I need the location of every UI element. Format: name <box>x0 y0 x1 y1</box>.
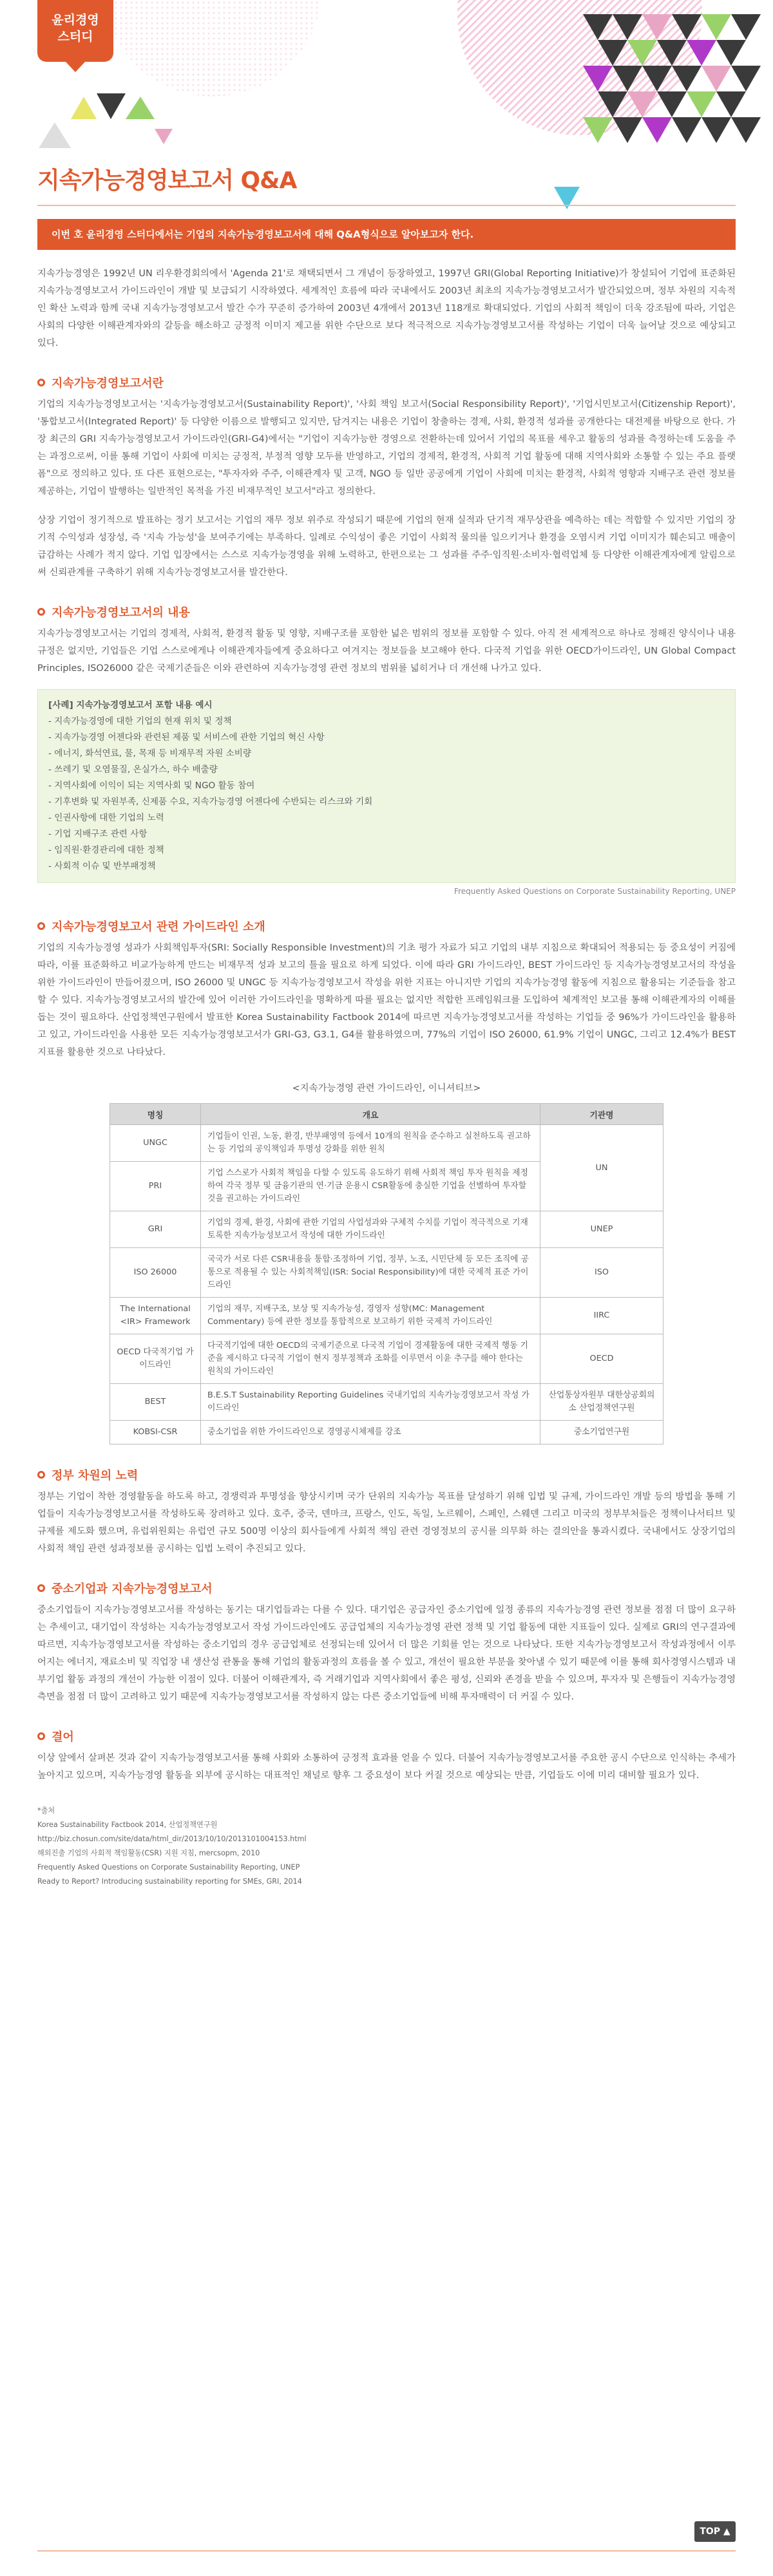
circle-bullet-icon <box>37 1471 45 1479</box>
table-row <box>110 1384 663 1421</box>
section-title: 정부 차원의 노력 <box>52 1469 138 1482</box>
case-title: [사례] 지속가능경영보고서 포함 내용 예시 <box>48 700 213 710</box>
decor-triangle <box>613 117 642 143</box>
list-item: - 지속가능경영에 대한 기업의 현재 위치 및 정책 <box>48 716 232 726</box>
section-heading <box>37 1728 736 1745</box>
guideline-desc: 중소기업을 위한 가이드라인으로 경영공시체제를 강조 <box>201 1421 540 1444</box>
paragraph: 기업의 지속가능경영 성과가 사회책임투자(SRI: Socially Responsible Investment)의 기초 평가 자료가 되고 기업의 내부 지침으로 확대되어 적용되는 등 중요성이 커짐에 따라, 이를 표준화하고 비교가능하게 만드는 비재무적 성과 보고의 틀을 필요로 하게 되었다. 이에 따라 GRI 가이드라인, BEST 가이드라인 등 지속가능경영보고서의 작성을 위한 가이드라인이 만들어졌으며, ISO 26000 및 UNGC 등 지속가능경영보고서 작성을 위한 지표는 아니지만 기업의 지속가능경영 활동에 지침으로 활용되는 기준들을 참고할 수 있다. 지속가능경영보고서의 발간에 있어 이러한 가이드라인을 명확하게 따를 필요는 없지만 적합한 프레임워크를 도입하여 체계적인 보고를 통해 이해관계자의 이해를 돕는 것이 필요하다. 산업정책연구원에서 발표한 Korea Sustainability Factbook 2014에 따르면 지속가능경영보고서를 작성하는 기업들 중 96%가 가이드라인을 활용하고 있고, 가이드라인을 사용한 모든 지속가능경영보고서가 GRI-G3, G3.1, G4를 활용하였으며, 77%의 기업이 ISO 26000, 61.9% 기업이 UNGC, 그리고 12.4%가 BEST지표를 활용한 것으로 나타났다. <box>37 943 736 1057</box>
table-row <box>110 1298 663 1334</box>
decor-triangle <box>731 66 761 91</box>
circle-bullet-icon <box>37 922 45 930</box>
org-name: UN <box>540 1125 663 1211</box>
section-title: 지속가능경영보고서 관련 가이드라인 소개 <box>52 920 265 934</box>
org-name: 산업통상자원부 대한상공회의소 산업정책연구원 <box>540 1384 663 1421</box>
table-row <box>110 1125 663 1162</box>
guideline-desc: 기업의 경제, 환경, 사회에 관한 기업의 사업성과와 구체적 수치를 기업이 적극적으로 기재토록한 지속가능성보고서 작성에 대한 가이드라인 <box>201 1211 540 1248</box>
section-title: 지속가능경영보고서의 내용 <box>52 606 190 620</box>
list-item: - 임직원·환경관리에 대한 정책 <box>48 845 164 855</box>
table-row <box>110 1334 663 1384</box>
lead-paragraph: 지속가능경영은 1992년 UN 리우환경회의에서 'Agenda 21'로 채택되면서 그 개념이 등장하였고, 1997년 GRI(Global Reporting Initiative)가 창설되어 기업에 표준화된 지속가능경영보고서 가이드라인이 개발 및 보급되기 시작하였다. 세계적인 흐름에 따라 국내에서도 2003년 최초의 지속가능경영보고서가 발간되었으며, 정부 차원의 지속적인 확산 노력과 함께 국내 지속가능경영보고서 발간 수가 꾸준히 증가하여 2003년 4개에서 2013년 118개로 확대되었다. 기업의 사회적 책임이 더욱 강조됨에 따라, 기업은 사회의 다양한 이해관계자와의 갈등을 해소하고 긍정적 이미지 제고를 위한 수단으로 보다 적극적으로 지속가능경영보고서를 작성하는 기업이 더욱 늘어날 것으로 예상되고 있다. <box>37 269 736 348</box>
decor-triangle <box>701 117 731 143</box>
reference-line: Frequently Asked Questions on Corporate Sustainability Reporting, UNEP <box>37 1863 300 1871</box>
decor-triangle <box>672 117 701 143</box>
list-item: - 지속가능경영 어젠다와 관련된 제품 및 서비스에 관한 기업의 혁신 사항 <box>48 732 325 743</box>
source-note: Frequently Asked Questions on Corporate Sustainability Reporting, UNEP <box>454 887 736 896</box>
guideline-name: KOBSI-CSR <box>110 1421 201 1444</box>
guideline-name: The International <IR> Framework <box>110 1298 201 1334</box>
table-row <box>110 1211 663 1248</box>
circle-bullet-icon <box>37 1584 45 1592</box>
article-body <box>37 265 736 1889</box>
circle-bullet-icon <box>37 1732 45 1740</box>
table-header-row <box>110 1104 663 1125</box>
section-heading <box>37 603 736 620</box>
section-heading <box>37 374 736 391</box>
table-row <box>110 1421 663 1444</box>
guideline-name: PRI <box>110 1162 201 1211</box>
reference-line: *출처 <box>37 1806 55 1815</box>
paragraph: 이상 앞에서 살펴본 것과 같이 지속가능경영보고서를 통해 사회와 소통하여 긍정적 효과를 얻을 수 있다. 더불어 지속가능경영보고서를 주요한 공시 수단으로 인식하는 추세가 높아지고 있으며, 지속가능경영 활동을 외부에 공시하는 대표적인 채널로 향후 그 중요성이 보다 커질 것으로 예상되는 만큼, 기업들도 이에 미리 대비할 필요가 있다. <box>37 1753 736 1781</box>
table-row <box>110 1248 663 1298</box>
guideline-name: GRI <box>110 1211 201 1248</box>
footer-divider <box>37 2550 736 2552</box>
org-name: IIRC <box>540 1298 663 1334</box>
guideline-desc: 기업 스스로가 사회적 책임을 다할 수 있도록 유도하기 위해 사회적 책임 투자 원칙을 제정하여 각국 정부 및 금융기관의 연·기금 운용시 CSR활동에 충실한 기업을 선별하여 투자할 것을 권고하는 가이드라인 <box>201 1162 540 1211</box>
list-item: - 기업 지배구조 관련 사항 <box>48 829 148 839</box>
guideline-desc: 국국가 서로 다른 CSR내용을 통합·조정하여 기업, 정부, 노조, 시민단체 등 모든 조직에 공통으로 적용될 수 있는 사회적책임(ISR: Social Responsibility)에 대한 국제적 표준 가이드라인 <box>201 1248 540 1298</box>
section-heading <box>37 1580 736 1596</box>
paragraph: 중소기업들이 지속가능경영보고서를 작성하는 동기는 대기업들과는 다를 수 있다. 대기업은 공급자인 중소기업에 일정 종류의 지속가능경영 관련 정보를 점점 더 많이 요구하는 추세이고, 대기업이 작성하는 지속가능경영보고서 작성 가이드라인에도 공급업체의 지속가능경영 관련 정책 및 기업 활동에 대한 지표들이 있다. 실제로 GRI의 연구결과에 따르면, 지속가능경영보고서를 작성하는 중소기업의 경우 공급업체로 선정되는데 있어서 더 많은 기회를 얻는 것으로 나타났다. 또한 지속가능경영보고서 작성과정에서 이루어지는 에너지, 재료소비 및 직업장 내 생산성 관통을 통해 기업의 활동과정의 흐름을 볼 수 있고, 개선이 필요한 부분을 찾아낼 수 있기 때문에 이를 통해 회사경영시스템과 내부기업 활동 과정의 개선이 가능한 이점이 있다. 더불어 이해관계자, 즉 거래기업과 지역사회에서 좋은 평성, 신뢰와 존경을 받을 수 있으며, 투자자 및 은행들이 지속가능경영 측면을 점점 더 많이 고려하고 있기 때문에 지속가능경영보고서를 작성하지 않는 다른 중소기업들에 비해 투자매력이 더 커질 수 있다. <box>37 1605 736 1702</box>
section-heading <box>37 1466 736 1483</box>
decor-triangle <box>716 91 746 117</box>
org-name: ISO <box>540 1248 663 1298</box>
column-header: 개요 <box>201 1104 540 1125</box>
guidelines-table <box>110 1103 663 1444</box>
org-name: OECD <box>540 1334 663 1384</box>
guideline-name: ISO 26000 <box>110 1248 201 1298</box>
list-item: - 지역사회에 이익이 되는 지역사회 및 NGO 활동 참여 <box>48 781 255 791</box>
header <box>0 0 773 193</box>
page-title: 지속가능경영보고서 Q&A <box>37 167 297 194</box>
section-title: 결어 <box>52 1730 74 1744</box>
reference-line: 해외진출 기업의 사회적 책임활동(CSR) 지원 지침, mercsopm, 2010 <box>37 1849 260 1857</box>
study-badge <box>37 0 113 62</box>
intro-banner: 이번 호 윤리경영 스터디에서는 기업의 지속가능경영보고서에 대해 Q&A형식으로 알아보고자 한다. <box>37 219 736 250</box>
list-item: - 인권사항에 대한 기업의 노력 <box>48 813 164 823</box>
org-name: 중소기업연구원 <box>540 1421 663 1444</box>
decor-triangle <box>701 14 731 40</box>
list-item: - 쓰레기 및 오염물질, 온실가스, 하수 배출량 <box>48 764 218 775</box>
paragraph: 정부는 기업이 착한 경영활동을 하도록 하고, 경쟁력과 투명성을 향상시키며 국가 단위의 지속가능 목표를 달성하기 위해 입법 및 규제, 가이드라인 개발 등의 방법을 통해 기업들이 지속가능경영보고서를 작성하도록 장려하고 있다. 호주, 중국, 덴마크, 프랑스, 인도, 독일, 노르웨이, 스페인, 스웨덴 그리고 미국의 정부부처들은 정책이나서티브 및 규제를 제도화 했으며, 유럽위원회는 유럽연 규모 500명 이상의 회사들에게 사회적 책임 관련 경영정보의 공시를 의무화 하는 결의안을 통과시켰다. 국내에서도 상장기업의 사회적 책임 관련 성과정보를 공시하는 입법 노력이 추진되고 있다. <box>37 1492 736 1554</box>
references <box>37 1804 736 1889</box>
section-title: 중소기업과 지속가능경영보고서 <box>52 1582 213 1596</box>
guideline-desc: 다국적기업에 대한 OECD의 국제기준으로 다국적 기업이 경제활동에 대한 국제적 행동 기준을 제시하고 다국적 기업이 현지 정부정책과 조화를 이루면서 이윤 추구를 해야 한다는 원칙의 가이드라인 <box>201 1334 540 1384</box>
case-box <box>37 689 736 883</box>
list-item: - 사회적 이슈 및 반부패정책 <box>48 861 156 871</box>
decor-triangle <box>716 40 746 66</box>
paragraph: 상장 기업이 정기적으로 발표하는 정기 보고서는 기업의 재무 정보 위주로 작성되기 때문에 기업의 현재 실적과 단기적 재무상관을 예측하는 데는 적합할 수 있지만 기업의 장기적 수익성과 성장성, 즉 '지속 가능성'을 보여주기에는 부족하다. 일례로 수익성이 좋은 기업이 사회적 물의를 일으키거나 환경을 오염시켜 기업 이미지가 훼손되고 매출이 급감하는 사례가 적지 않다. 기업 입장에서는 스스로 지속가능경영을 위해 노력하고, 한편으로는 그 성과를 주주·임직원·소비자·협력업체 등 다양한 이해관계자에게 알림으로써 신뢰관계를 구축하기 위해 지속가능경영보고서를 발간한다. <box>37 515 736 578</box>
guideline-name: BEST <box>110 1384 201 1421</box>
guideline-name: UNGC <box>110 1125 201 1162</box>
decor-triangle <box>657 91 687 117</box>
decor-triangle <box>731 14 761 40</box>
guideline-desc: B.E.S.T Sustainability Reporting Guidelines 국내기업의 지속가능경영보고서 작성 가이드라인 <box>201 1384 540 1421</box>
guideline-desc: 기업의 재무, 지배구조, 보상 및 지속가능성, 경영자 성향(MC: Management Commentary) 등에 관한 정보를 통합적으로 보고하기 위한 국제적 가이드라인 <box>201 1298 540 1334</box>
title-divider <box>37 205 736 206</box>
reference-line: Korea Sustainability Factbook 2014, 산업정책연구원 <box>37 1821 218 1829</box>
badge-line2: 스터디 <box>57 30 93 44</box>
guideline-desc: 기업들이 인권, 노동, 환경, 반부패영역 등에서 10개의 원칙을 준수하고 실천하도록 권고하는 등 기업의 공익책임과 투명성 강화를 위한 원칙 <box>201 1125 540 1162</box>
section-title: 지속가능경영보고서란 <box>52 377 164 390</box>
circle-bullet-icon <box>37 379 45 386</box>
circle-bullet-icon <box>37 608 45 616</box>
decor-triangle <box>687 91 716 117</box>
badge-line1: 윤리경영 <box>52 13 99 27</box>
reference-line: http://biz.chosun.com/site/data/html_dir/2013/10/10/2013101004153.html <box>37 1835 307 1843</box>
decor-triangle <box>731 117 761 143</box>
column-header: 명칭 <box>110 1104 201 1125</box>
list-item: - 기후변화 및 자원부족, 신제품 수요, 지속가능경영 어젠다에 수반되는 리스크와 기회 <box>48 797 373 807</box>
list-item: - 에너지, 화석연료, 물, 목재 등 비재무적 자원 소비량 <box>48 748 252 759</box>
section-heading <box>37 918 736 934</box>
reference-line: Ready to Report? Introducing sustainability reporting for SMEs, GRI, 2014 <box>37 1877 302 1886</box>
case-list <box>48 714 725 875</box>
paragraph: 지속가능경영보고서는 기업의 경제적, 사회적, 환경적 활동 및 영향, 지배구조를 포함한 넓은 범위의 정보를 포함할 수 있다. 아직 전 세계적으로 하나로 정해진 양식이나 내용규정은 없지만, 기업들은 기업 스스로에게나 이해관계자들에게 중요하다고 여겨지는 정보들을 보고해야 한다. 다국적 기업을 위한 OECD가이드라인, UN Global Compact Principles, ISO26000 같은 국제기준들은 이와 관련하여 지속가능경영 관련 정보의 범위를 넓히거나 더 개선해 나가고 있다. <box>37 629 736 674</box>
org-name: UNEP <box>540 1211 663 1248</box>
top-button[interactable]: TOP ▲ <box>694 2521 736 2542</box>
column-header: 기관명 <box>540 1104 663 1125</box>
decor-triangle <box>701 66 731 91</box>
guideline-name: OECD 다국적기업 가이드라인 <box>110 1334 201 1384</box>
table-caption: <지속가능경영 관련 가이드라인, 이니셔티브> <box>292 1083 481 1094</box>
decor-triangle <box>642 117 672 143</box>
paragraph: 기업의 지속가능경영보고서는 '지속가능경영보고서(Sustainability Report)', '사회 책임 보고서(Social Responsibility Report)', '기업시민보고서(Citizenship Report)', '통합보고서(Integrated Report)' 등 다양한 이름으로 발행되고 있지만, 담겨지는 내용은 기업이 창출하는 경제, 사회, 환경적 성과를 공개한다는 대전제를 바탕으로 한다. 가장 최근의 GRI 지속가능경영보고서 가이드라인(GRI-G4)에서는 "기업이 지속가능한 경영으로 전환하는데 있어서 기업의 목표를 세우고 활동의 성과를 측정하는데 도움을 주는 과정으로써, 이를 통해 기업이 사회에 미치는 긍정적, 부정적 영향 모두를 반영하고, 기업의 경제적, 환경적, 사회적 기업 활동에 대해 지역사회와 소통할 수 있는 주요 플랫폼"으로 정의하고 있다. 또 다른 표현으로는, "투자자와 주주, 이해관계자 및 고객, NGO 등 일반 공공에게 기업이 사회에 미치는 환경적, 사회적 영향과 지배구조 관련 정보를 제공하는, 기업이 발행하는 일반적인 목적을 가진 비재무적인 보고서"라고 정의한다. <box>37 399 736 497</box>
